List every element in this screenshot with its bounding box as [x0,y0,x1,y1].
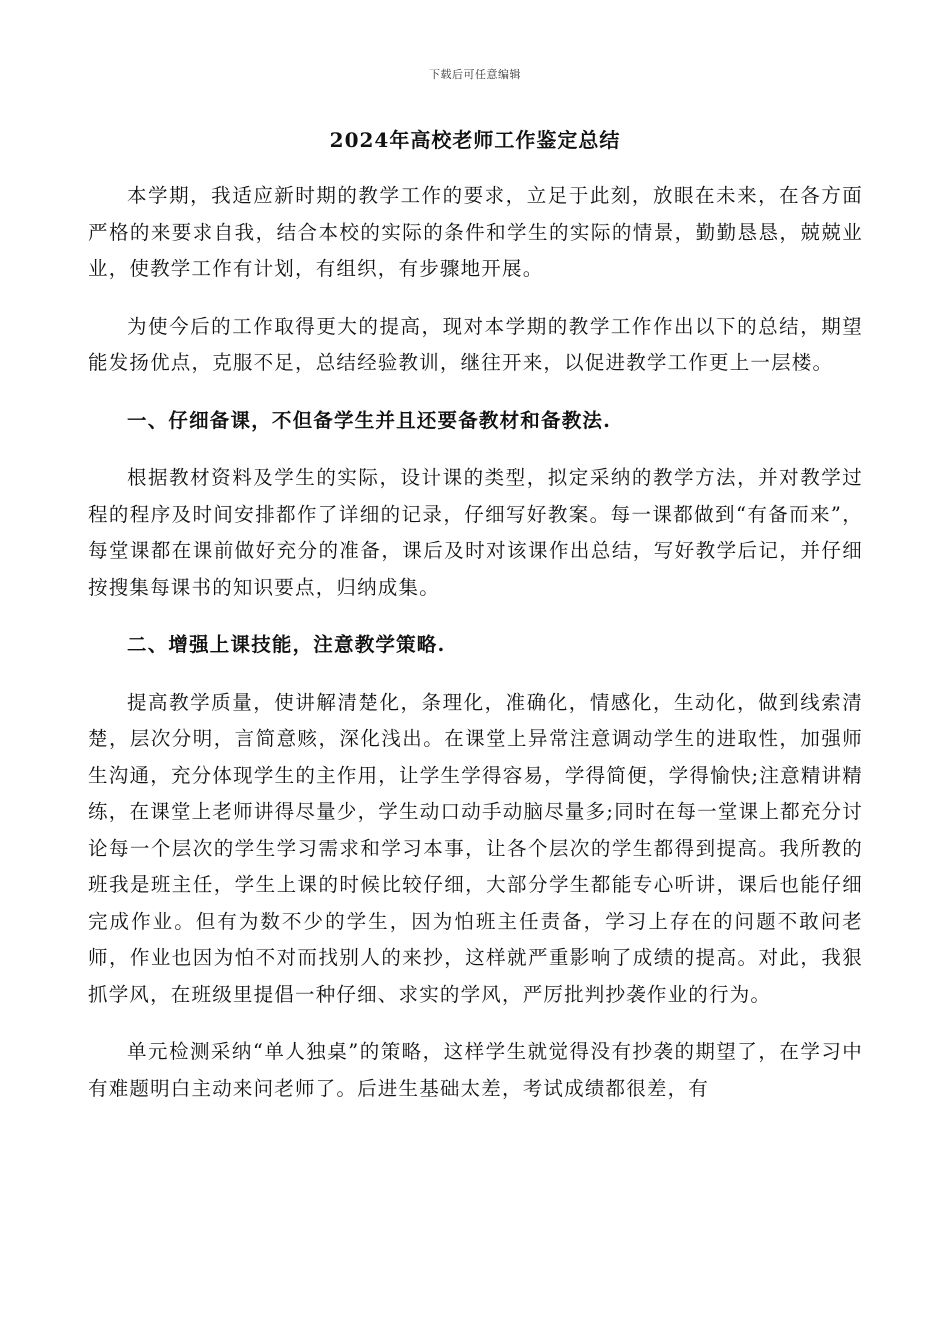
document-body [88,178,863,1128]
section-2-heading: 二、增强上课技能，注意教学策略. [127,633,446,656]
intro-paragraph-1: 本学期，我适应新时期的教学工作的要求，立足于此刻，放眼在未来，在各方面严格的来要求自我，结合本校的实际的条件和学生的实际的情景，勤勤恳恳，兢兢业业，使教学工作有计划，有组织，有步骤地开展。 [88,184,863,280]
intro-paragraph-2: 为使今后的工作取得更大的提高，现对本学期的教学工作作出以下的总结，期望能发扬优点，克服不足，总结经验教训，继往开来，以促进教学工作更上一层楼。 [88,314,863,374]
section-2-paragraph-2: 单元检测采纳“单人独桌”的策略，这样学生就觉得没有抄袭的期望了，在学习中有难题明白主动来问老师了。后进生基础太差，考试成绩都很差，有 [88,1040,863,1100]
header-note: 下载后可任意编辑 [429,68,521,81]
section-2-paragraph-1: 提高教学质量，使讲解清楚化，条理化，准确化，情感化，生动化，做到线索清楚，层次分明，言简意赅，深化浅出。在课堂上异常注意调动学生的进取性，加强师生沟通，充分体现学生的主作用，让学生学得容易，学得简便，学得愉快;注意精讲精练，在课堂上老师讲得尽量少，学生动口动手动脑尽量多;同时在每一堂课上都充分讨论每一个层次的学生学习需求和学习本事，让各个层次的学生都得到提高。我所教的班我是班主任，学生上课的时候比较仔细，大部分学生都能专心听讲，课后也能仔细完成作业。但有为数不少的学生，因为怕班主任责备，学习上存在的问题不敢问老师，作业也因为怕不对而找别人的来抄，这样就严重影响了成绩的提高。对此，我狠抓学风，在班级里提倡一种仔细、求实的学风，严厉批判抄袭作业的行为。 [88,690,863,1006]
document-title: 2024年高校老师工作鉴定总结 [329,128,621,152]
section-1-paragraph-1: 根据教材资料及学生的实际，设计课的类型，拟定采纳的教学方法，并对教学过程的程序及时间安排都作了详细的记录，仔细写好教案。每一课都做到“有备而来”，每堂课都在课前做好充分的准备，课后及时对该课作出总结，写好教学后记，并仔细按搜集每课书的知识要点，归纳成集。 [88,466,863,599]
section-1-heading: 一、仔细备课，不但备学生并且还要备教材和备教法. [127,408,612,432]
